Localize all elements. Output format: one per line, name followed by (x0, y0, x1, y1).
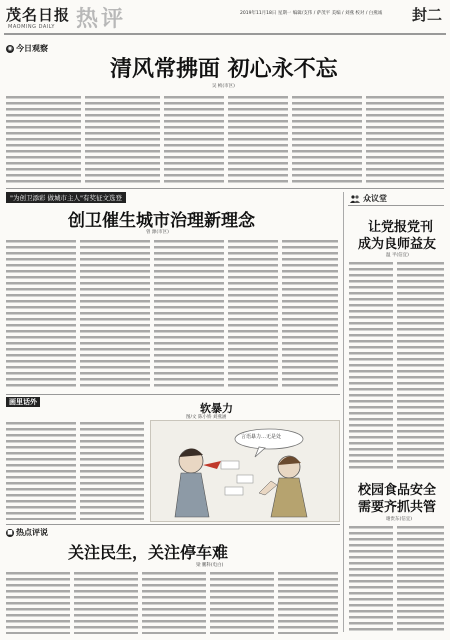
lead-text-col-6 (366, 96, 444, 184)
lead-text-col-3 (164, 96, 224, 184)
sidebar-article2-title-line1: 校园食品安全 (358, 483, 437, 498)
sidebar-tag-label: 众议堂 (363, 194, 387, 203)
article3-byline: 梁 鹏科(电白) (196, 563, 224, 568)
sidebar-article1-text-col-1 (349, 262, 393, 472)
cartoon-title: 软暴力 (200, 402, 233, 415)
article2-headline: 创卫催生城市治理新理念 (68, 211, 255, 231)
campaign-banner: "为创卫添彩 做城市主人"有奖征文选登 (6, 192, 126, 203)
bottom-top-rule (6, 524, 340, 525)
article3-headline: 关注民生，关注停车难 (68, 543, 229, 562)
sidebar-article2-title-line2: 需要齐抓共管 (358, 500, 437, 515)
article2-text-col-3 (154, 240, 224, 390)
page-code: 封二 (412, 6, 443, 24)
masthead (0, 0, 450, 40)
column-tag-today (6, 43, 48, 54)
newspaper-logo (6, 4, 72, 34)
lead-text-col-2 (85, 96, 160, 184)
sidebar-article1-title-line1: 让党报党刊 (368, 220, 434, 235)
column-tag-label: 今日观察 (16, 44, 48, 53)
cartoon-illustration (150, 420, 340, 522)
bottom-column-label: 热点评说 (16, 528, 48, 537)
article3-text-col-5 (278, 572, 338, 634)
cartoon-tag-label: 画里话外 (6, 397, 40, 407)
bottom-column-tag (6, 527, 48, 538)
sidebar-article2-text-col-2 (397, 526, 444, 632)
article2-byline: 曾 源(市区) (146, 230, 169, 235)
sidebar-rule (348, 205, 444, 206)
article3-text-col-4 (210, 572, 274, 634)
divider-rule (6, 188, 444, 189)
logo-english: MAOMING DAILY (8, 24, 55, 30)
sidebar-divider (343, 192, 344, 632)
cartoon-text-col-2 (80, 422, 144, 520)
lead-text-col-4 (228, 96, 288, 184)
sidebar-article1-byline: 温 平(信宜) (386, 253, 409, 258)
lead-headline: 清风常拂面 初心永不忘 (110, 56, 338, 82)
people-icon (350, 195, 360, 203)
article3-text-col-3 (142, 572, 206, 634)
article3-text-col-2 (74, 572, 138, 634)
article2-text-col-2 (80, 240, 150, 390)
logo-text: 茂名日报 (6, 6, 71, 24)
article2-text-col-1 (6, 240, 76, 390)
issue-line: 2019年11月18日 星期一 编辑/支伟 / 萨茂平 美编 / 刘燕 校对 / 白燕诚 (240, 11, 383, 16)
article3-text-col-1 (6, 572, 70, 634)
cartoon-section-tag (6, 397, 40, 407)
sidebar-article2-byline: 谢贵东(信宜) (386, 517, 413, 522)
cartoon-byline: 图/文 陈小娇 刘燕涵 (186, 415, 227, 420)
lead-byline: 吴 桢(市区) (212, 84, 235, 89)
article2-text-col-4 (228, 240, 278, 390)
cartoon-text-col-1 (6, 422, 76, 520)
speech-bubble-text: 言语暴力…无是处 (241, 434, 282, 440)
search-icon: ◉ (7, 44, 13, 52)
sidebar-tag (350, 193, 387, 204)
lead-text-col-1 (6, 96, 81, 184)
article2-text-col-5 (282, 240, 338, 390)
sidebar-article1-text-col-2 (397, 262, 444, 472)
sidebar-article1-title-line2: 成为良师益友 (358, 237, 437, 252)
bullet-icon: ■ (7, 528, 13, 536)
cartoon-top-rule (6, 394, 340, 395)
masthead-rule (4, 33, 446, 35)
section-name: 热评 (76, 7, 127, 32)
sidebar-article2-text-col-1 (349, 526, 393, 632)
lead-text-col-5 (292, 96, 362, 184)
